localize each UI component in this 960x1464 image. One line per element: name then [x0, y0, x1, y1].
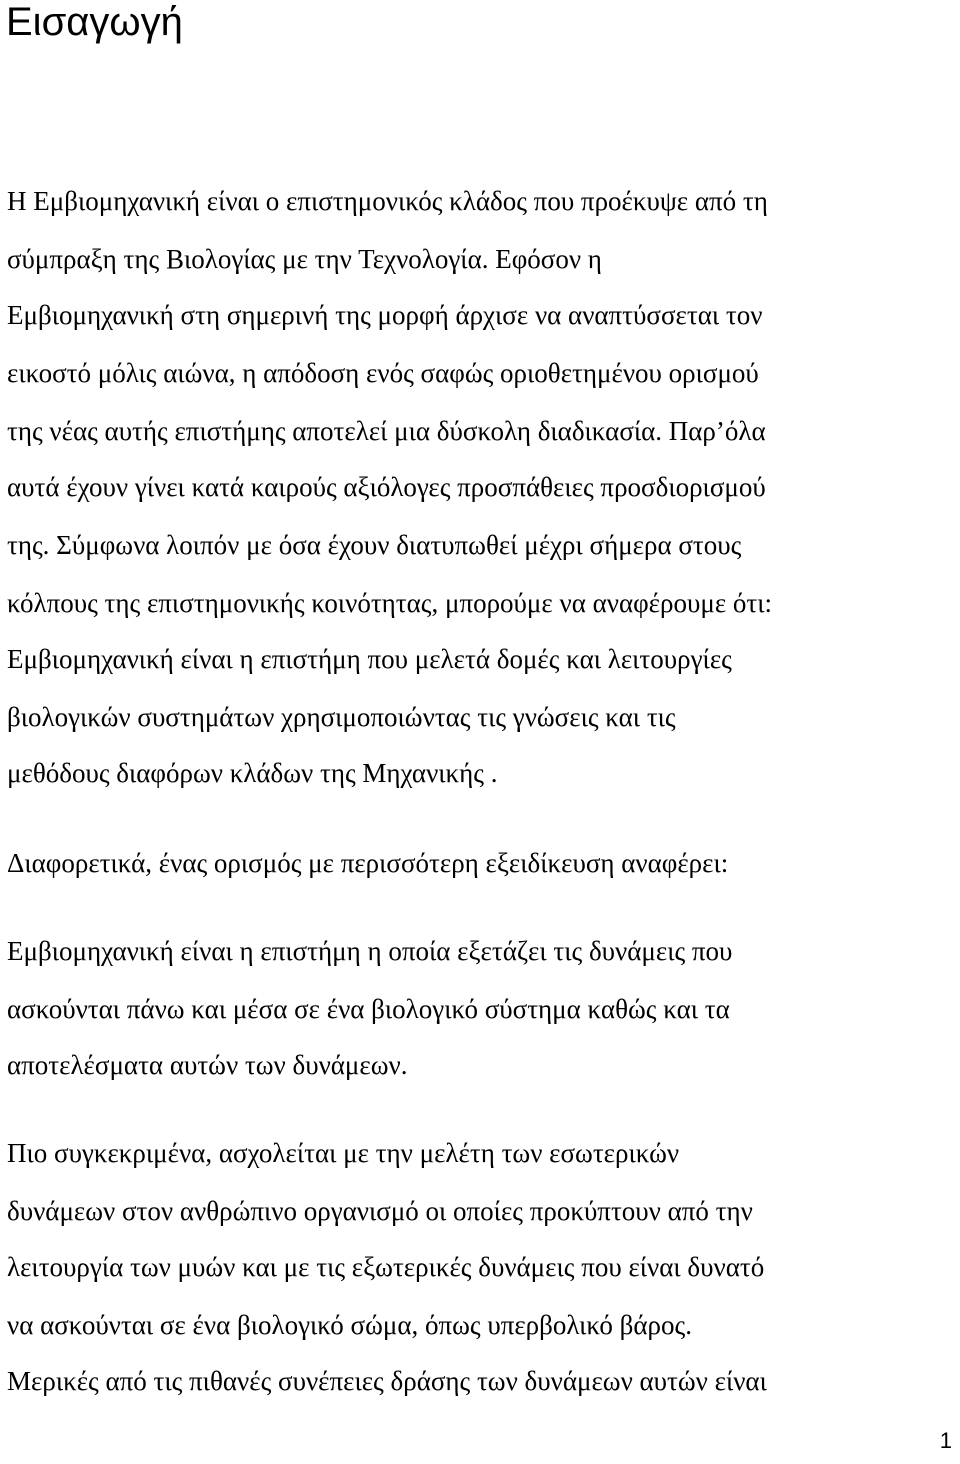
text-line: Πιο συγκεκριμένα, ασχολείται με την μελέτη των εσωτερικών: [7, 1138, 680, 1168]
text-line: της νέας αυτής επιστήμης αποτελεί μια δύσκολη διαδικασία. Παρ’όλα: [7, 416, 766, 446]
text-line: λειτουργία των μυών και με τις εξωτερικές δυνάμεις που είναι δυνατό: [7, 1252, 765, 1282]
text-line: μεθόδους διαφόρων κλάδων της Μηχανικής .: [7, 758, 498, 788]
text-line: να ασκούνται σε ένα βιολογικό σώμα, όπως υπερβολικό βάρος.: [7, 1310, 692, 1340]
text-line: βιολογικών συστημάτων χρησιμοποιώντας τις γνώσεις και τις: [7, 702, 676, 732]
text-line: αποτελέσματα αυτών των δυνάμεων.: [7, 1050, 408, 1080]
text-line: της. Σύμφωνα λοιπόν με όσα έχουν διατυπωθεί μέχρι σήμερα στους: [7, 530, 742, 560]
text-line: Εμβιομηχανική είναι η επιστήμη που μελετά δομές και λειτουργίες: [7, 644, 732, 674]
text-line: δυνάμεων στον ανθρώπινο οργανισμό οι οποίες προκύπτουν από την: [7, 1196, 753, 1226]
text-line: Εμβιομηχανική είναι η επιστήμη η οποία εξετάζει τις δυνάμεις που: [7, 936, 733, 966]
text-line: σύμπραξη της Βιολογίας με την Τεχνολογία. Εφόσον η: [7, 244, 602, 274]
page-heading: Εισαγωγή: [6, 0, 183, 44]
text-line: ασκούνται πάνω και μέσα σε ένα βιολογικό σύστημα καθώς και τα: [7, 994, 730, 1024]
text-line: Εμβιομηχανική στη σημερινή της μορφή άρχισε να αναπτύσσεται τον: [7, 300, 763, 330]
text-line: Μερικές από τις πιθανές συνέπειες δράσης των δυνάμεων αυτών είναι: [7, 1366, 767, 1396]
text-line: αυτά έχουν γίνει κατά καιρούς αξιόλογες προσπάθειες προσδιορισμού: [7, 472, 766, 502]
page-number: 1: [939, 1428, 952, 1453]
text-line: Η Εμβιομηχανική είναι ο επιστημονικός κλάδος που προέκυψε από τη: [7, 186, 768, 216]
text-line: κόλπους της επιστημονικής κοινότητας, μπορούμε να αναφέρουμε ότι:: [7, 588, 773, 618]
text-line: εικοστό μόλις αιώνα, η απόδοση ενός σαφώς οριοθετημένου ορισμού: [7, 358, 759, 388]
text-line: Διαφορετικά, ένας ορισμός με περισσότερη εξειδίκευση αναφέρει:: [7, 848, 729, 878]
